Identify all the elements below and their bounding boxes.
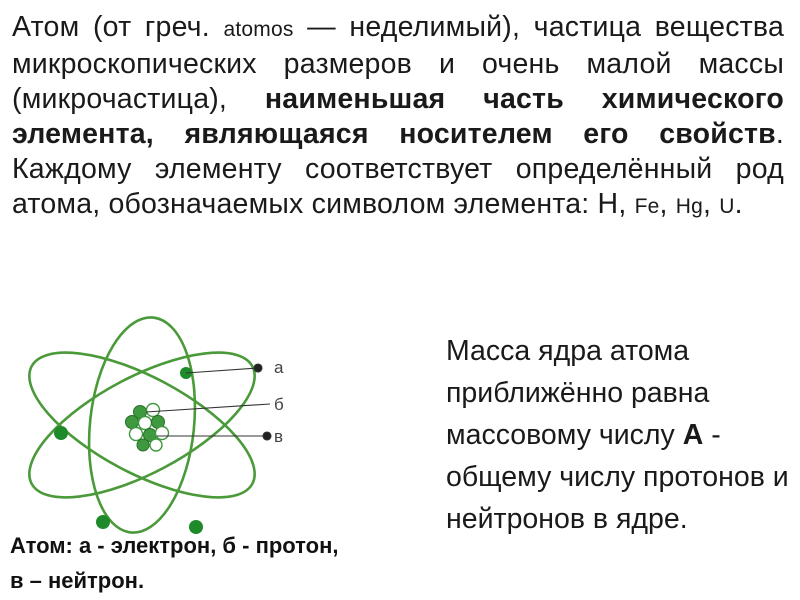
symbol-fe: Fe	[634, 195, 660, 218]
neutron	[130, 428, 143, 441]
intro-bold-definition: наименьшая часть химического элемента, являющаяся носителем его свойств	[12, 83, 785, 150]
atom-diagram	[12, 300, 297, 540]
label-v: в	[274, 427, 284, 446]
mass-note-text-2: - общему числу протонов и нейтронов в ядре.	[446, 419, 789, 535]
neutron	[156, 427, 169, 440]
intro-separator: ,	[618, 188, 635, 220]
electron	[96, 515, 110, 529]
intro-text-2: — неделимый), частица вещества микроскопических размеров и очень малой массы (микрочастица),	[12, 11, 785, 115]
pointer-line-a	[186, 368, 258, 373]
intro-term-atomos: atomos	[223, 18, 294, 41]
proton	[126, 416, 139, 429]
intro-text-1: Атом (от греч.	[12, 11, 224, 43]
symbol-u: U	[719, 195, 735, 218]
pointer-dot-v	[263, 432, 271, 440]
label-a: а	[274, 358, 284, 377]
diagram-labels	[274, 358, 284, 446]
mass-note	[446, 330, 791, 540]
symbol-h: Н	[597, 188, 619, 220]
intro-paragraph	[12, 10, 784, 224]
proton	[137, 439, 149, 451]
mass-note-text-1: Масса ядра атома приближённо равна массовому числу	[446, 335, 710, 451]
neutron	[139, 417, 152, 430]
mass-number-symbol: А	[682, 419, 704, 451]
intro-separator: ,	[659, 188, 676, 220]
neutron	[150, 439, 162, 451]
neutron	[147, 404, 160, 417]
electron	[54, 426, 68, 440]
intro-text-3: . Каждому элементу соответствует определённый род атома, обозначаемых символом элемента:	[12, 118, 784, 220]
diagram-caption: Атом: а - электрон, б - протон, в – нейтрон.	[10, 533, 339, 593]
intro-end: .	[734, 188, 743, 220]
symbol-hg: Hg	[675, 195, 704, 218]
intro-separator: ,	[703, 188, 720, 220]
label-b: б	[274, 395, 284, 414]
pointer-dot-a	[254, 364, 262, 372]
